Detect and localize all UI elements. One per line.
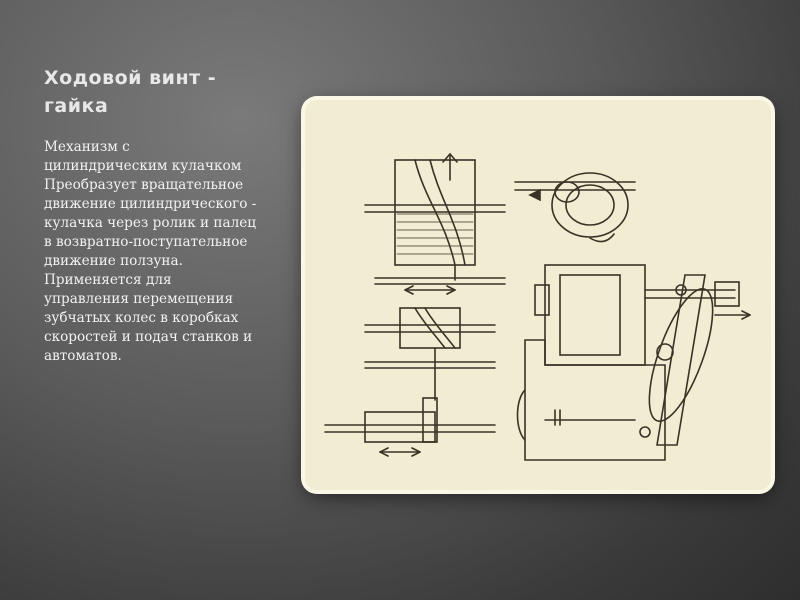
slide-body-text: Механизм с цилиндрическим кулачком Преобразует вращательное движение цилиндрического - кулачка через ролик и палец в возвратно-поступательное движение ползуна. Применяется для управления перемещения зубчатых колес в коробках скоростей и подач станков и автоматов. [44,139,257,364]
cylindrical-cam-top [365,154,505,294]
mechanism-drawing [305,100,771,490]
roller-cam-top-right [515,173,635,241]
slide-title: Ходовой винт - гайка [44,67,217,117]
slider-bottom-left [325,398,495,456]
machine-assembly-right [518,265,751,460]
cam-shaft-middle-left [365,308,495,400]
mechanism-illustration [305,100,771,490]
